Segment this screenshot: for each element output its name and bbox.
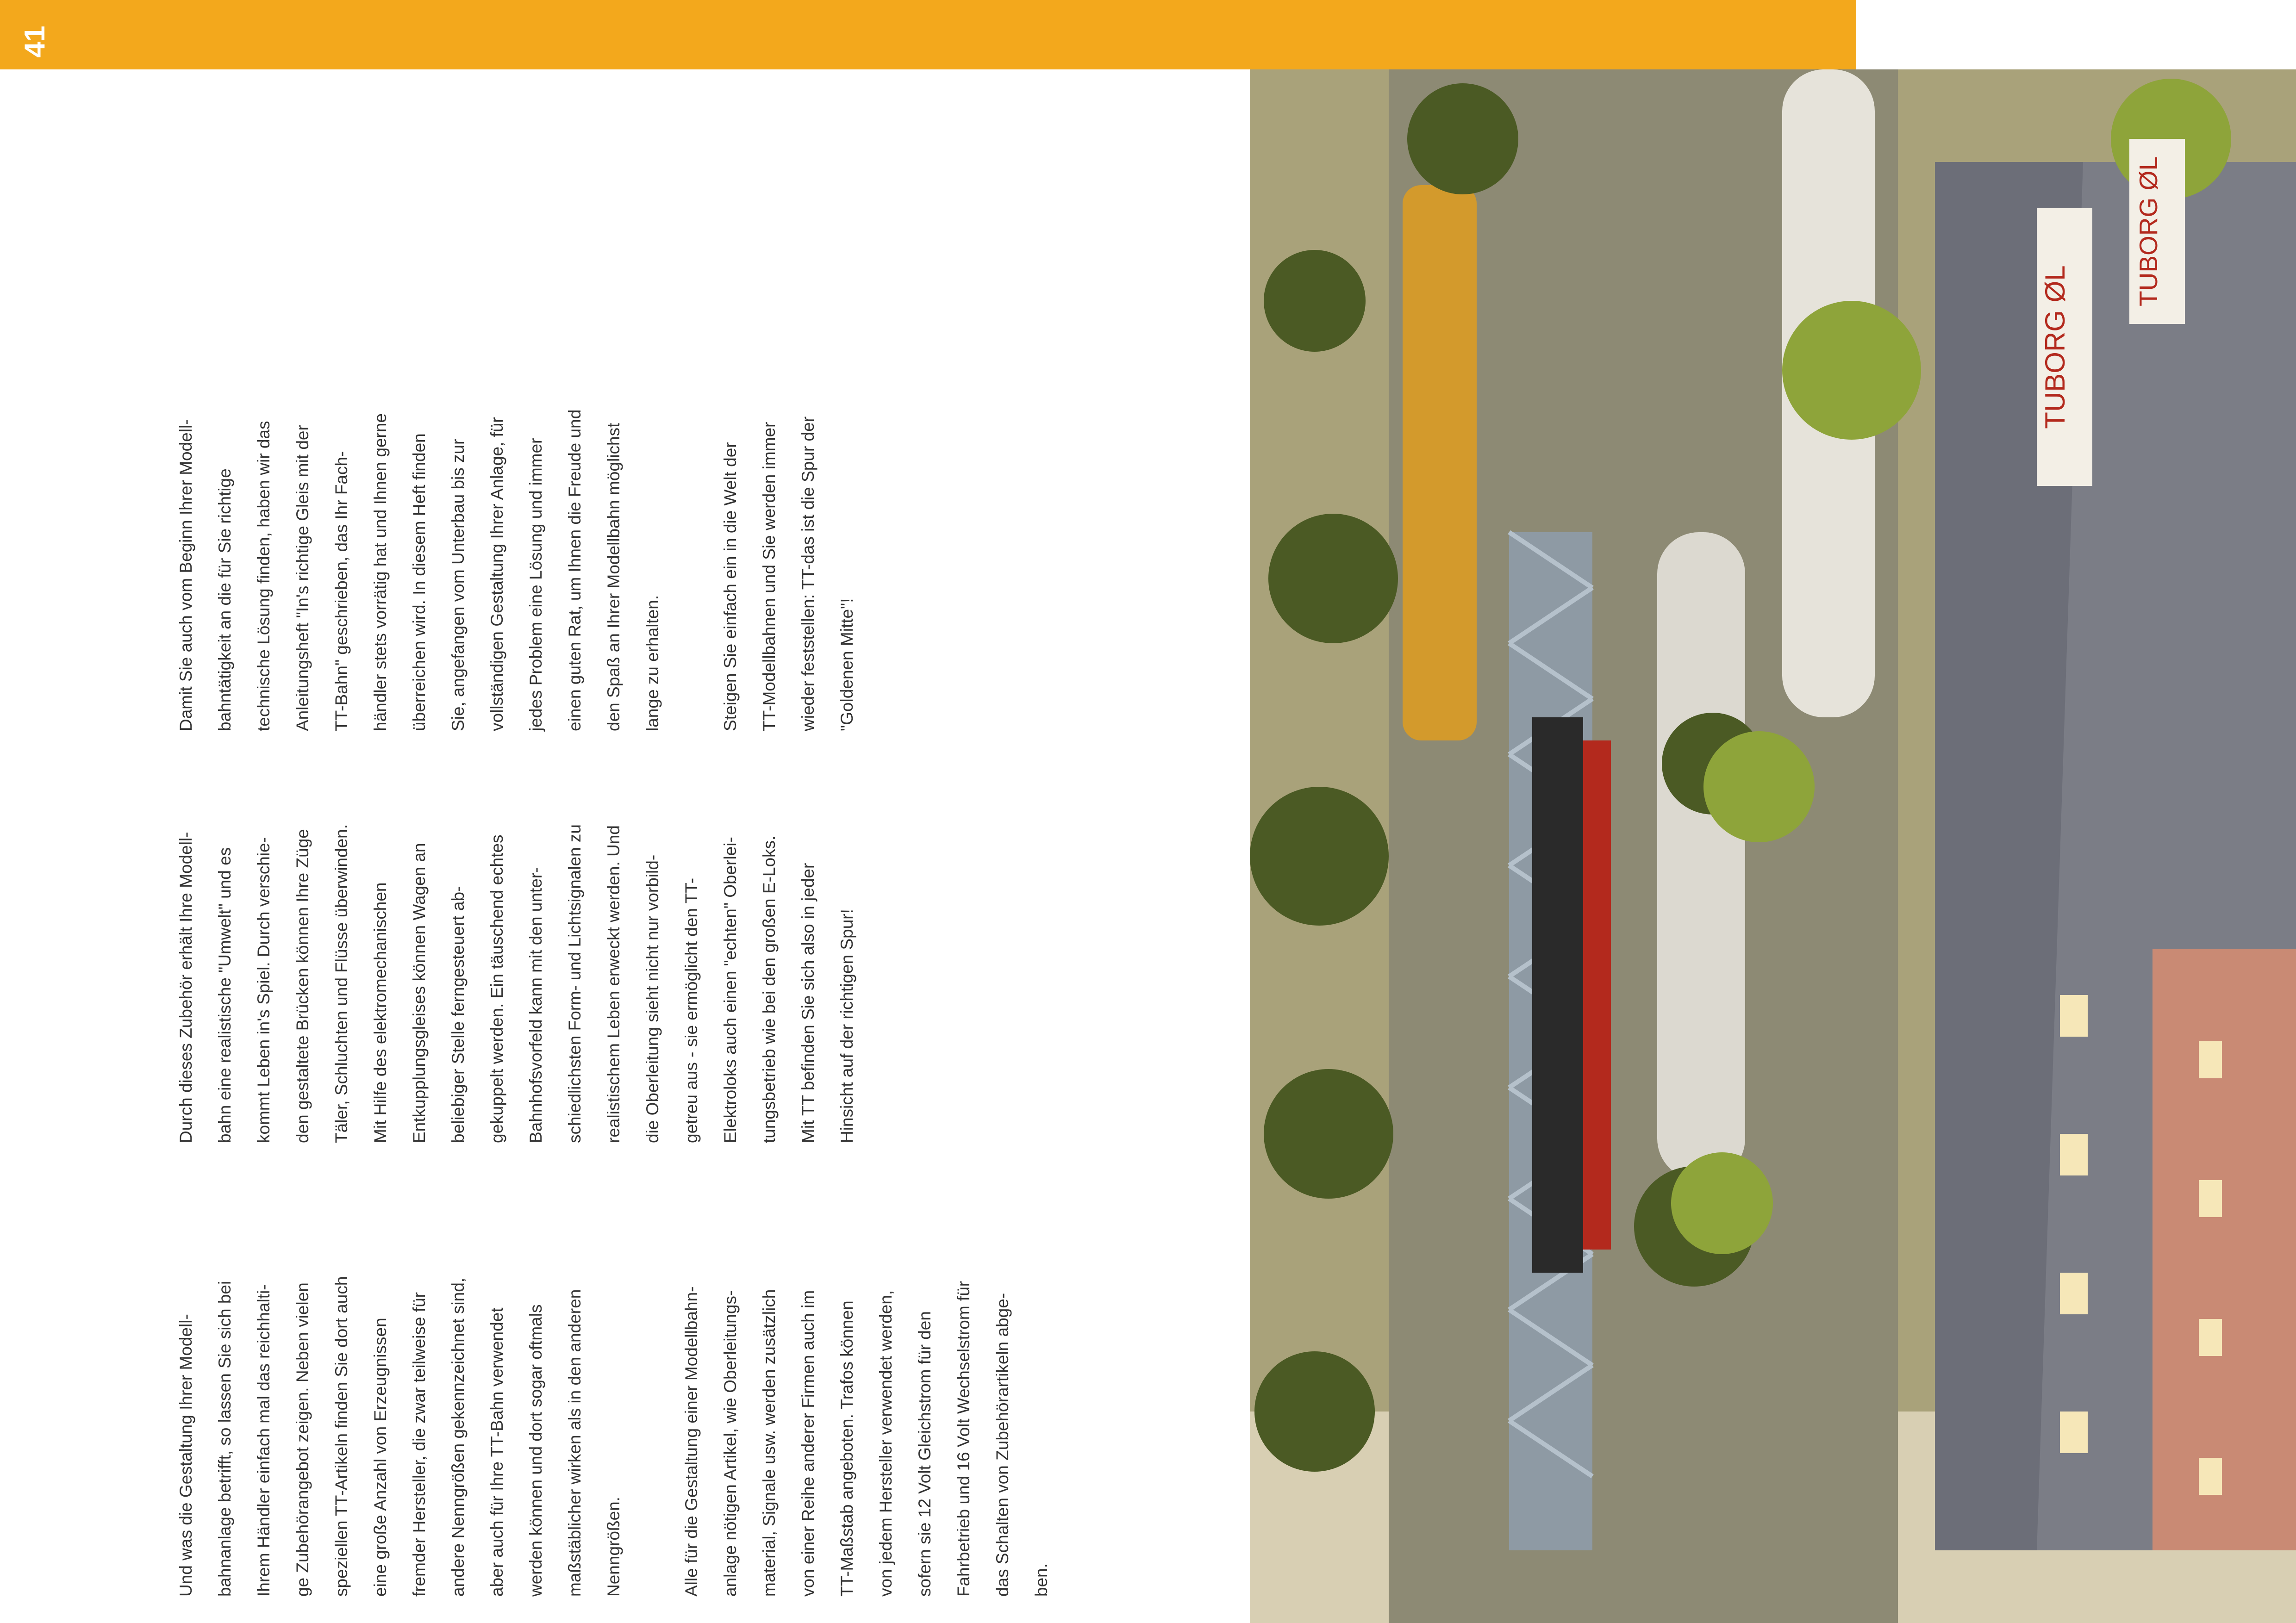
page-number: 41 xyxy=(19,25,51,58)
text-line: überreichen wird. In diesem Heft finden xyxy=(410,433,429,731)
text-line: den Spaß an Ihrer Modellbahn möglichst xyxy=(604,423,623,731)
text-line: TT-Modellbahnen und Sie werden immer xyxy=(760,422,779,731)
text-line: maßstäblicher wirken als in den anderen xyxy=(565,1289,584,1597)
text-line: realistischem Leben erweckt werden. Und xyxy=(604,825,623,1143)
text-line: Ihrem Händler einfach mal das reichhalti- xyxy=(254,1284,273,1597)
text-line: Anleitungsheft "In's richtige Gleis mit der xyxy=(293,425,312,731)
text-column-1 xyxy=(167,1276,1061,1597)
text-column-3 xyxy=(167,410,867,731)
text-line: fremder Hersteller, die zwar teilweise für xyxy=(410,1292,429,1597)
text-line: Nenngrößen. xyxy=(604,1497,623,1597)
text-line: Und was die Gestaltung Ihrer Modell- xyxy=(176,1314,195,1597)
text-line: Hinsicht auf der richtigen Spur! xyxy=(837,909,856,1143)
text-line: Täler, Schluchten und Flüsse überwinden. xyxy=(332,824,351,1143)
text-line: ge Zubehörangebot zeigen. Neben vielen xyxy=(293,1282,312,1597)
text-line: Mit Hilfe des elektromechanischen xyxy=(371,882,390,1143)
text-line: von jedem Hersteller verwendet werden, xyxy=(876,1290,895,1597)
text-line: gekuppelt werden. Ein täuschend echtes xyxy=(487,834,506,1143)
text-line: Steigen Sie einfach ein in die Welt der xyxy=(721,442,740,731)
text-line: TT-Bahn" geschrieben, das Ihr Fach- xyxy=(332,451,351,731)
text-line: TT-Maßstab angeboten. Trafos können xyxy=(837,1300,856,1597)
text-line: sofern sie 12 Volt Gleichstrom für den xyxy=(915,1311,934,1597)
text-line: lange zu erhalten. xyxy=(643,595,662,731)
text-line: kommt Leben in's Spiel. Durch verschie- xyxy=(254,837,273,1143)
photo-illustration xyxy=(1250,69,2296,1623)
text-line: Fahrbetrieb und 16 Volt Wechselstrom für xyxy=(954,1281,973,1597)
article-text xyxy=(148,255,1305,1597)
text-line: technische Lösung finden, haben wir das xyxy=(254,421,273,731)
text-line: Entkupplungsgleises können Wagen an xyxy=(410,843,429,1143)
text-line: Elektroloks auch einen "echten" Oberlei- xyxy=(721,837,740,1143)
text-line: "Goldenen Mitte"! xyxy=(837,598,856,731)
photo-sign-1: TUBORG ØL xyxy=(2040,265,2071,429)
text-line: bahntätigkeit an die für Sie richtige xyxy=(215,468,234,731)
text-line xyxy=(672,410,711,731)
text-line: Sie, angefangen vom Unterbau bis zur xyxy=(449,439,468,731)
text-line: Alle für die Gestaltung einer Modellbahn- xyxy=(682,1286,701,1597)
text-line: von einer Reihe anderer Firmen auch im xyxy=(799,1290,817,1597)
text-line: material, Signale usw. werden zusätzlich xyxy=(760,1289,779,1597)
text-line: jedes Problem eine Lösung und immer xyxy=(526,438,545,731)
text-line: vollständigen Gestaltung Ihrer Anlage, für xyxy=(487,417,506,731)
text-line xyxy=(633,1276,672,1597)
text-line: einen guten Rat, um Ihnen die Freude und xyxy=(565,409,584,731)
text-line: anlage nötigen Artikel, wie Oberleitungs- xyxy=(721,1290,740,1597)
text-line: wieder feststellen: TT-das ist die Spur der xyxy=(799,416,817,731)
text-line: die Oberleitung sieht nicht nur vorbild- xyxy=(643,854,662,1143)
text-line: ben. xyxy=(1032,1563,1051,1597)
text-line: Mit TT befinden Sie sich also in jeder xyxy=(799,863,817,1143)
text-line: werden können und dort sogar oftmals xyxy=(526,1304,545,1597)
text-line: aber auch für Ihre TT-Bahn verwendet xyxy=(487,1307,506,1597)
header-band xyxy=(0,0,1856,69)
text-line: Bahnhofsvorfeld kann mit den unter- xyxy=(526,867,545,1143)
text-line: tungsbetrieb wie bei den großen E-Loks. xyxy=(760,835,779,1143)
text-line: das Schalten von Zubehörartikeln abge- xyxy=(993,1293,1012,1597)
text-line: beliebiger Stelle ferngesteuert ab- xyxy=(449,886,468,1143)
text-line: andere Nenngrößen gekennzeichnet sind, xyxy=(449,1277,468,1597)
text-line: bahnanlage betrifft, so lassen Sie sich bei xyxy=(215,1281,234,1597)
text-line: Damit Sie auch vom Beginn Ihrer Modell- xyxy=(176,419,195,731)
text-line: bahn eine realistische "Umwelt" und es xyxy=(215,847,234,1143)
text-column-2 xyxy=(167,824,867,1143)
text-line: den gestaltete Brücken können Ihre Züge xyxy=(293,829,312,1143)
text-line: getreu aus - sie ermöglicht den TT- xyxy=(682,877,701,1143)
text-line: schiedlichsten Form- und Lichtsignalen zu xyxy=(565,824,584,1143)
text-line: Durch dieses Zubehör erhält Ihre Modell- xyxy=(176,832,195,1143)
text-line: händler stets vorrätig hat und Ihnen gerne xyxy=(371,413,390,731)
text-line: speziellen TT-Artikeln finden Sie dort auch xyxy=(332,1276,351,1597)
text-line: eine große Anzahl von Erzeugnissen xyxy=(371,1318,390,1597)
model-railway-photo xyxy=(1250,69,2296,1623)
photo-sign-2: TUBORG ØL xyxy=(2134,156,2163,306)
